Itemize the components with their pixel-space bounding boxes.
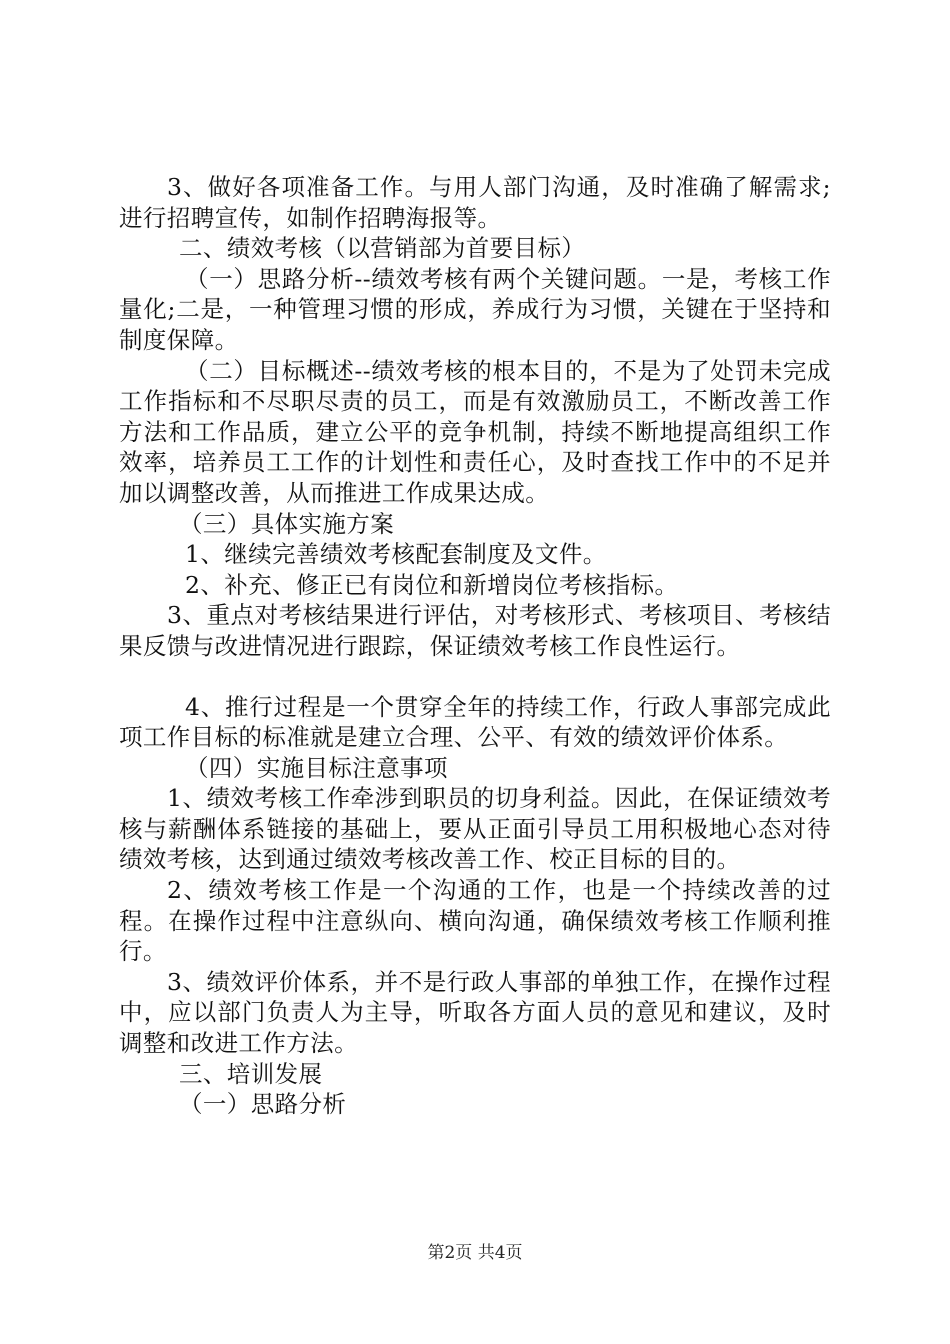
list-item-note-1: 1、绩效考核工作牵涉到职员的切身利益。因此，在保证绩效考核与薪酬体系链接的基础上，要从正面引导员工用积极地心态对待绩效考核，达到通过绩效考核改善工作、校正目标的目的。 xyxy=(119,784,831,874)
list-item-note-3: 3、绩效评价体系，并不是行政人事部的单独工作，在操作过程中，应以部门负责人为主导，听取各方面人员的意见和建议，及时调整和改进工作方法。 xyxy=(119,967,831,1058)
paragraph-prep-work: 3、做好各项准备工作。与用人部门沟通，及时准确了解需求;进行招聘宣传，如制作招聘海报等。 xyxy=(119,173,831,232)
page-number-footer: 第2页 共4页 xyxy=(427,1243,523,1263)
document-body xyxy=(119,172,831,1120)
paragraph-goal-overview: （二）目标概述--绩效考核的根本目的，不是为了处罚未完成工作指标和不尽职尽责的员工，而是有效激励员工，不断改善工作方法和工作品质，建立公平的竞争机制，持续不断地提高组织工作效率，培养员工工作的计划性和责任心，及时查找工作中的不足并加以调整改善，从而推进工作成果达成。 xyxy=(119,356,831,507)
list-item-plan-4: 4、推行过程是一个贯穿全年的持续工作，行政人事部完成此项工作目标的标准就是建立合理、公平、有效的绩效评价体系。 xyxy=(119,692,831,752)
heading-training: 三、培训发展 xyxy=(179,1059,323,1088)
list-item-plan-1: 1、继续完善绩效考核配套制度及文件。 xyxy=(185,540,607,569)
heading-notes: （四）实施目标注意事项 xyxy=(185,753,448,782)
list-item-plan-3: 3、重点对考核结果进行评估，对考核形式、考核项目、考核结果反馈与改进情况进行跟踪，保证绩效考核工作良性运行。 xyxy=(119,601,831,660)
paragraph-analysis: （一）思路分析--绩效考核有两个关键问题。一是，考核工作量化;二是，一种管理习惯的形成，养成行为习惯，关键在于坚持和制度保障。 xyxy=(119,264,831,354)
list-item-plan-2: 2、补充、修正已有岗位和新增岗位考核指标。 xyxy=(185,570,679,599)
heading-performance-review: 二、绩效考核（以营销部为首要目标） xyxy=(179,234,586,263)
list-item-note-2: 2、绩效考核工作是一个沟通的工作，也是一个持续改善的过程。在操作过程中注意纵向、横向沟通，确保绩效考核工作顺利推行。 xyxy=(119,876,831,966)
heading-implementation-plan: （三）具体实施方案 xyxy=(179,509,395,538)
heading-training-analysis: （一）思路分析 xyxy=(179,1090,347,1119)
